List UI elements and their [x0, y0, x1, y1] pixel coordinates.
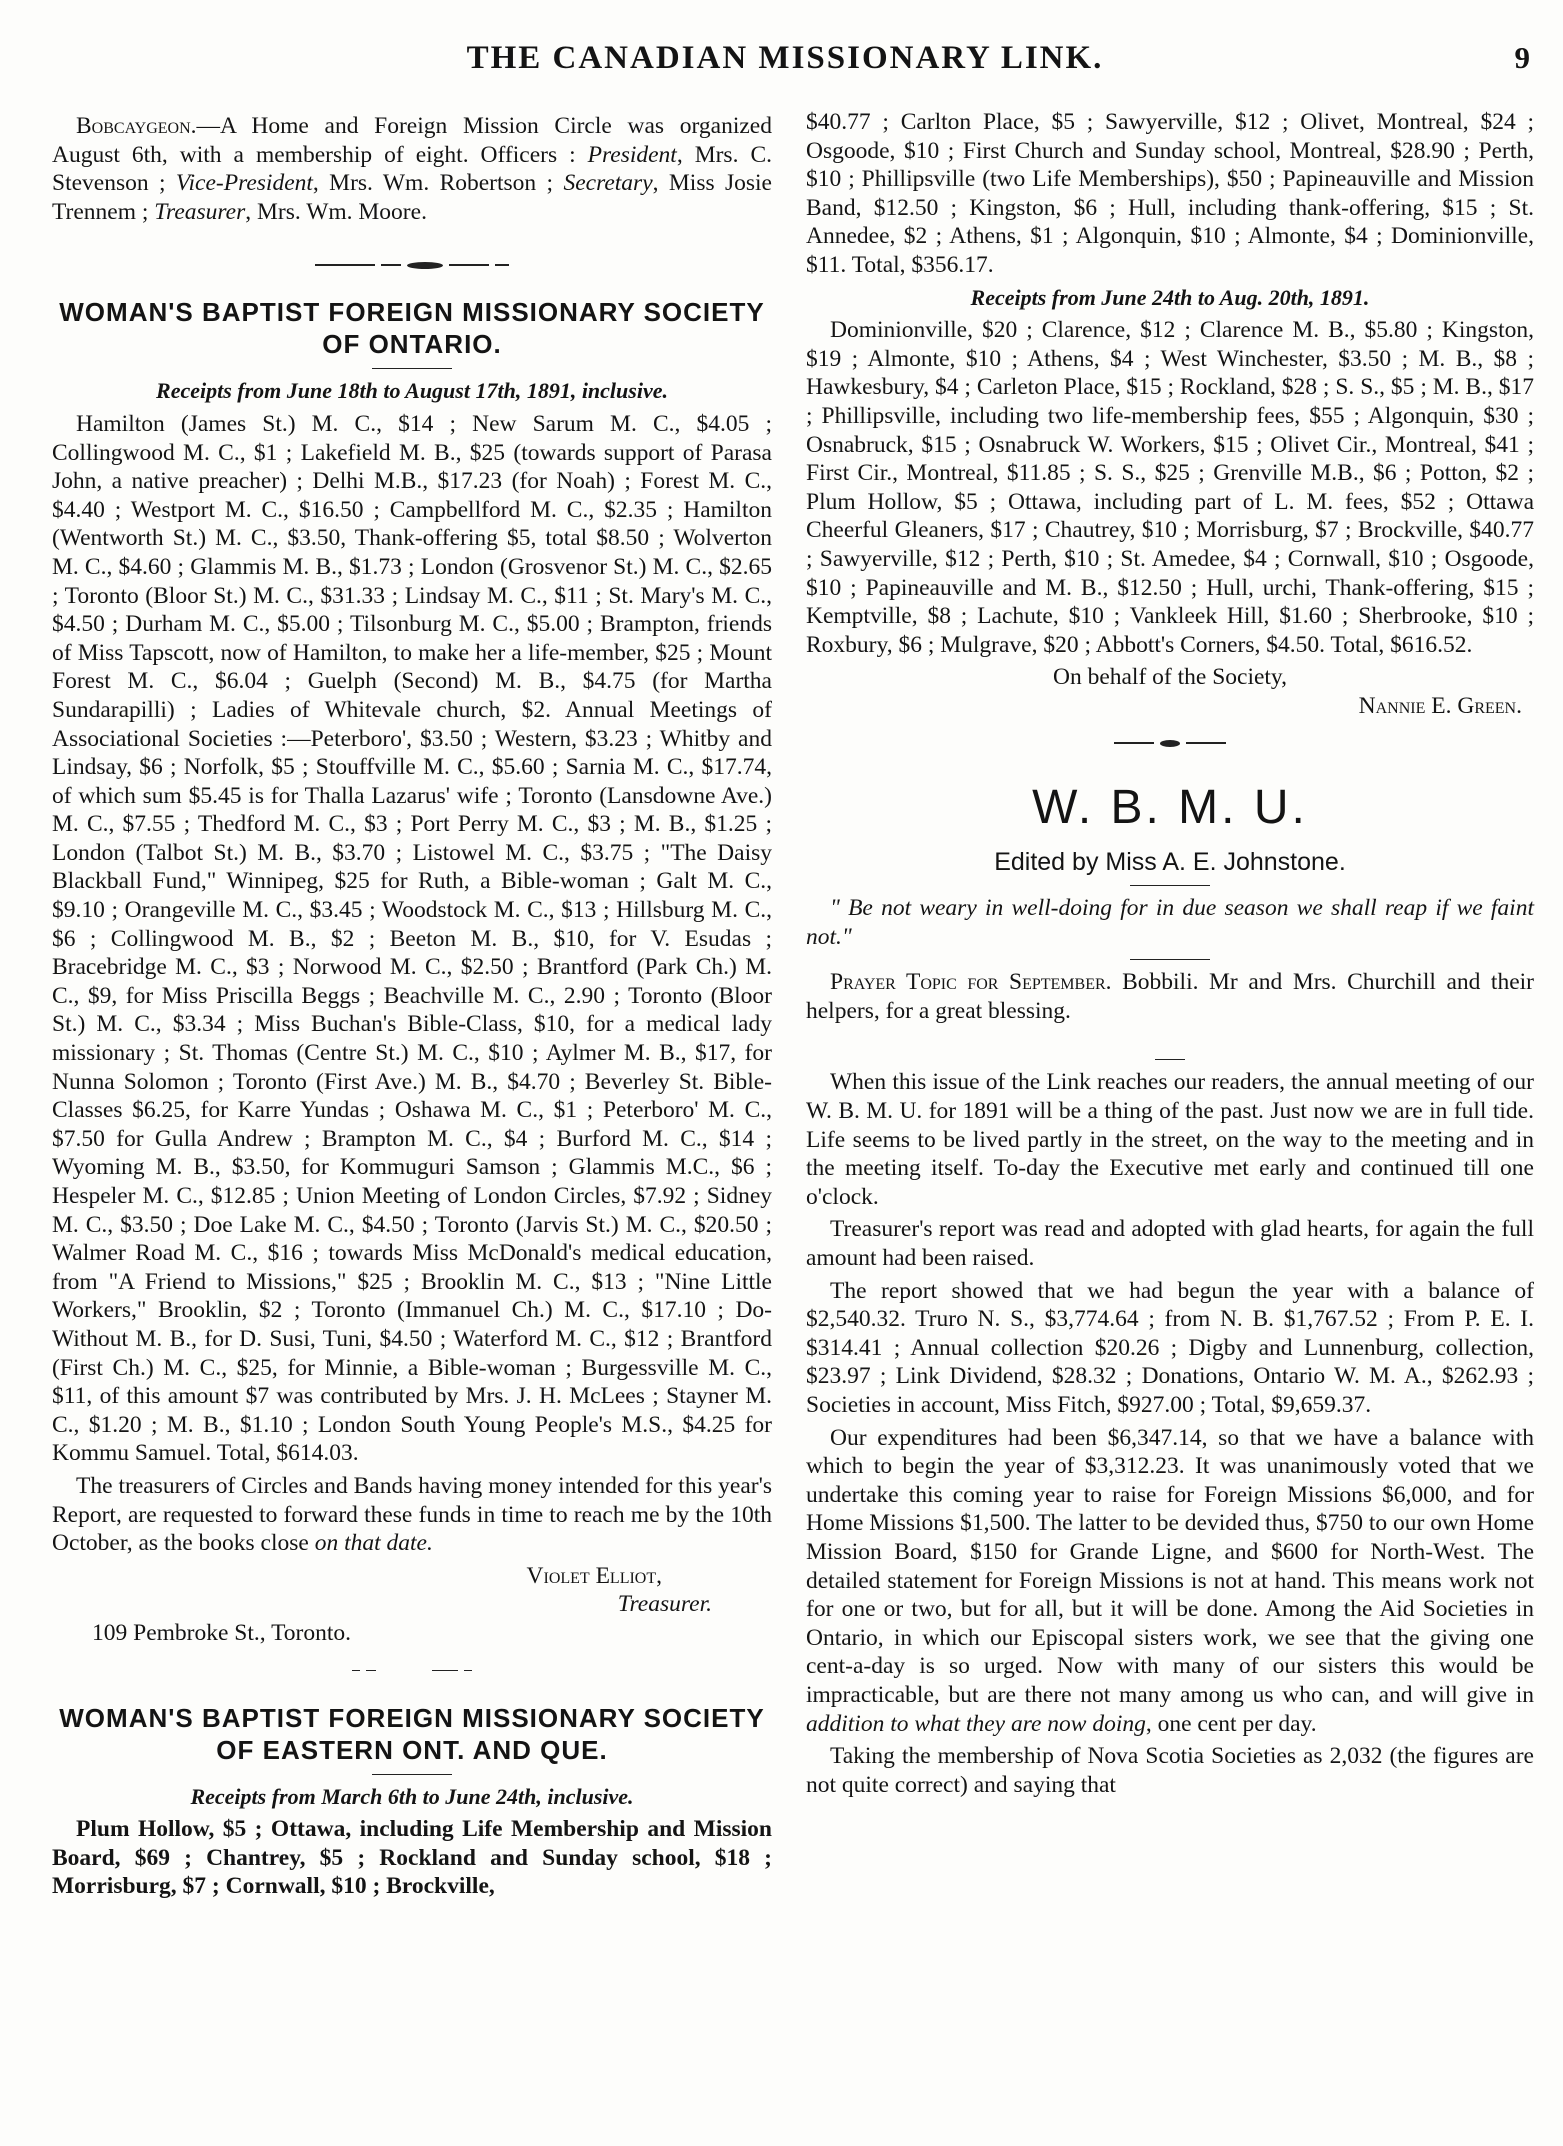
receipts-continued: $40.77 ; Carlton Place, $5 ; Sawyerville, $12 ; Olivet, Montreal, $24 ; Osgoode, $10 ; First Church and Sunday school, Montreal, $28.90 ; Perth, $10 ; Phillipsville (two Life Memberships), $50 ; Papineauville and Mission Band, $12.50 ; Kingston, $6 ; Hull, including thank-offering, $15 ; St. Annedee, $2 ; Athens, $1 ; Algonquin, $10 ; Almonte, $4 ; Dominionville, $11. Total, $356.17.: [806, 109, 1534, 278]
officer-name: , Mrs. Wm. Robertson ;: [312, 170, 564, 197]
section-ornament: [52, 1654, 772, 1688]
wbmu-paragraph: Treasurer's report was read and adopted with glad hearts, for again the full amount had been raised.: [806, 1216, 1534, 1271]
wbmu-paragraph: When this issue of the Link reaches our readers, the annual meeting of our W. B. M. U. for 1891 will be a thing of the past. Just now we are in full tide. Life seems to be lived partly in the street, on the way to the meeting and in the meeting itself. To-day the Executive met early and continued till one o'clock.: [806, 1069, 1534, 1210]
signature: Violet Elliot,: [526, 1562, 662, 1589]
section-heading-eastern: WOMAN'S BAPTIST FOREIGN MISSIONARY SOCIETY OF EASTERN ONT. AND QUE.: [59, 1702, 765, 1765]
note-text-italic: on that date.: [314, 1530, 433, 1557]
wbmu-paragraph: Taking the membership of Nova Scotia Societies as 2,032 (the figures are not quite correct) and saying that: [806, 1743, 1534, 1798]
page-header: [40, 40, 1530, 90]
motto: " Be not weary in well-doing for in due season we shall reap if we faint not.": [806, 895, 1534, 950]
ornament-diamond: [407, 262, 443, 269]
paragraph-text: , one cent per day.: [1145, 1710, 1317, 1737]
wbmu-paragraph: [806, 1424, 1534, 1739]
officer-label: President: [587, 141, 677, 168]
right-column: [806, 108, 1534, 1803]
ornament-diamond: [1160, 740, 1180, 747]
divider: [372, 1774, 452, 1775]
ornament-line: [381, 264, 401, 266]
place-name: Bobcaygeon.: [76, 113, 197, 139]
paragraph-text: Our expenditures had been $6,347.14, so that we have a balance with which to begin the year of $3,312.23. It was unanimously voted that we undertake this coming year to raise for Foreign Missions $6,000, and for Home Missions $1,500. The latter to be devided thus, $750 to our own Home Mission Board, $150 for Grande Ligne, and $600 for North-West. The detailed statement for Foreign Missions is not at hand. This means work not for one or two, but for all, but it will be done. Among the Aid Societies in Ontario, in which our Episcopal sisters work, we see that the giving one cent-a-day is so urged. Now with many of our sisters this would be impracticable, but are there not many among us who can, and will give in: [806, 1424, 1534, 1708]
ornament-line: [366, 1670, 376, 1671]
left-column: [52, 112, 772, 1905]
officer-name: , Mrs. C. Stevenson ;: [52, 141, 772, 197]
spacer: [806, 1029, 1534, 1051]
ornament-line: [315, 264, 375, 266]
paragraph-text-italic: addition to what they are now doing: [806, 1710, 1146, 1737]
receipts-heading: Receipts from June 24th to Aug. 20th, 1891.: [970, 284, 1370, 310]
paragraph-text: —A Home and Foreign Mission Circle was organized August 6th, with a membership of eight. Officers :: [52, 113, 772, 168]
receipts-body: Dominionville, $20 ; Clarence, $12 ; Clarence M. B., $5.80 ; Kingston, $19 ; Almonte, $10 ; Athens, $4 ; West Winchester, $3.50 ; M. B., $8 ; Hawkesbury, $4 ; Carleton Place, $15 ; Rockland, $28 ; S. S., $5 ; M. B., $17 ; Phillipsville, including two life-membership fees, $55 ; Algonquin, $30 ; Osnabruck, $15 ; Osnabruck W. Workers, $15 ; Olivet Cir., Montreal, $41 ; First Cir., Montreal, $11.85 ; S. S., $25 ; Grenville M.B., $6 ; Potton, $2 ; Plum Hollow, $5 ; Ottawa, including part of L. M. fees, $52 ; Ottawa Cheerful Gleaners, $17 ; Chautrey, $10 ; Morrisburg, $7 ; Brockville, $40.77 ; Sawyerville, $12 ; Perth, $10 ; St. Amedee, $4 ; Cornwall, $10 ; Osgoode, $10 ; Papineauville and M. B., $12.50 ; Hull, urchi, Thank-offering, $15 ; Kemptville, $8 ; Lachute, $10 ; Vankleek Hill, $1.60 ; Sherbrooke, $10 ; Roxbury, $6 ; Mulgrave, $20 ; Abbott's Corners, $4.50. Total, $616.52.: [806, 317, 1534, 658]
behalf-line: On behalf of the Society,: [1052, 664, 1288, 691]
note-text: The treasurers of Circles and Bands having money intended for this year's Report, are requested to forward these funds in time to reach me by the 10th October, as the books close: [52, 1472, 772, 1557]
officer-label: Secretary: [563, 170, 653, 197]
section-ornament: [806, 726, 1534, 760]
ornament-line: [432, 1670, 458, 1671]
ornament-line: [352, 1670, 360, 1671]
ornament-line: [464, 1670, 472, 1671]
signature-title: Treasurer.: [617, 1591, 712, 1618]
address: 109 Pembroke St., Toronto.: [92, 1619, 352, 1646]
treasurer-note: [52, 1472, 772, 1558]
officer-label: Vice-President: [175, 170, 313, 197]
ornament-line: [1186, 742, 1226, 744]
section-heading-ontario: WOMAN'S BAPTIST FOREIGN MISSIONARY SOCIETY OF ONTARIO.: [59, 297, 765, 360]
divider: [1155, 1059, 1185, 1060]
section-ornament: [52, 248, 772, 282]
page-number: 9: [1514, 40, 1530, 75]
wbmu-title: W. B. M. U.: [1032, 781, 1308, 835]
officer-name: , Miss Josie Trennem ;: [52, 170, 772, 225]
officer-label: Treasurer: [154, 198, 246, 225]
receipts-heading: Receipts from March 6th to June 24th, inclusive.: [190, 1783, 634, 1809]
receipts-heading: Receipts from June 18th to August 17th, 1891, inclusive.: [156, 378, 668, 404]
divider: [1130, 885, 1210, 886]
officer-name: , Mrs. Wm. Moore.: [245, 198, 427, 225]
receipts-body: Hamilton (James St.) M. C., $14 ; New Sarum M. C., $4.05 ; Collingwood M. C., $1 ; Lakefield M. B., $25 (towards support of Parasa John, a native preacher) ; Delhi M.B., $17.23 (for Noah) ; Forest M. C., $4.40 ; Westport M. C., $16.50 ; Campbellford M. C., $2.35 ; Hamilton (Wentworth St.) M. C., $3.50, Thank-offering $5, total $8.50 ; Wolverton M. C., $4.60 ; Glammis M. B., $1.73 ; London (Grosvenor St.) M. C., $2.65 ; Toronto (Bloor St.) M. C., $31.33 ; Lindsay M. C., $11 ; St. Mary's M. C., $4.50 ; Durham M. C., $5.00 ; Tilsonburg M. C., $5.00 ; Brampton, friends of Miss Tapscott, now of Hamilton, to make her a life-member, $25 ; Mount Forest M. C., $6.04 ; Guelph (Second) M. B., $4.75 (for Martha Sundarapilli) ; Ladies of Whitevale church, $2. Annual Meetings of Associational Societies :—Peterboro', $3.50 ; Western, $3.23 ; Whitby and Lindsay, $6 ; Norfolk, $5 ; Stouffville M. C., $5.60 ; Sarnia M. C., $17.74, of which sum $5.45 is for Thalla Lazarus' wife ; Toronto (Lansdowne Ave.) M. C., $7.55 ; Thedford M. C., $3 ; Port Perry M. C., $3 ; M. B., $1.25 ; London (Talbot St.) M. B., $3.70 ; Listowel M. C., $3.75 ; "The Daisy Blackball Fund," Winnipeg, $25 for Ruth, a Bible-woman ; Galt M. C., $9.10 ; Orangeville M. C., $3.45 ; Woodstock M. C., $13 ; Hillsburg M. C., $6 ; Collingwood M. B., $2 ; Beeton M. B., $10, for V. Esudas ; Bracebridge M. C., $3 ; Norwood M. C., $2.50 ; Brantford (Park Ch.) M. C., $9, for Miss Priscilla Beggs ; Beachville M. C., 2.90 ; Toronto (Bloor St.) M. C., $3.34 ; Miss Buchan's Bible-Class, $10, for a medical lady missionary ; St. Thomas (Centre St.) M. C., $10 ; Aylmer M. B., $17, for Nunna Solomon ; Toronto (First Ave.) M. B., $4.70 ; Beverley St. Bible-Classes $6.25, for Karre Yundas ; Oshawa M. C., $1 ; Peterboro' M. C., $7.50 for Gulla Andrew ; Brampton M. C., $4 ; Burford M. C., $14 ; Wyoming M. B., $3.50, for Kommuguri Samson ; Glammis M.C., $6 ; Hespeler M. C., $12.85 ; Union Meeting of London Circles, $7.92 ; Sidney M. C., $3.50 ; Doe Lake M. C., $4.50 ; Toronto (Jarvis St.) M. C., $20.50 ; Walmer Road M. C., $16 ; towards Miss McDonald's medical education, from "A Friend to Missions," $25 ; Brooklin M. C., $13 ; "Nine Little Workers," Brooklin, $2 ; Toronto (Immanuel Ch.) M. C., $17.10 ; Do-Without M. B., for D. Susi, Tuni, $4.50 ; Waterford M. C., $12 ; Brantford (First Ch.) M. C., $25, for Minnie, a Bible-woman ; Burgessville M. C., $11, of this amount $7 was contributed by Mrs. J. H. McLees ; Stayner M. C., $1.20 ; M. B., $1.10 ; London South Young People's M.S., $4.25 for Kommu Samuel. Total, $614.03.: [52, 410, 772, 1467]
prayer-text: Bobbili. Mr and Mrs. Churchill and their helpers, for a great blessing.: [806, 969, 1534, 1024]
bobcaygeon-paragraph: [52, 112, 772, 226]
prayer-topic: [806, 968, 1534, 1025]
signature: Nannie E. Green.: [1358, 692, 1522, 719]
wbmu-paragraph: The report showed that we had begun the year with a balance of $2,540.32. Truro N. S., $3,774.64 ; from N. B. $1,767.52 ; From P. E. I. $314.41 ; Annual collection $20.26 ; Digby and Lunnenburg, collection, $23.97 ; Link Dividend, $28.32 ; Donations, Ontario W. M. A., $262.93 ; Societies in account, Miss Fitch, $927.00 ; Total, $9,659.37.: [806, 1277, 1534, 1418]
editor-line: Edited by Miss A. E. Johnstone.: [994, 848, 1346, 877]
receipts-body: Plum Hollow, $5 ; Ottawa, including Life Membership and Mission Board, $69 ; Chantrey, $5 ; Rockland and Sunday school, $18 ; Morrisburg, $7 ; Cornwall, $10 ; Brockville,: [52, 1816, 772, 1900]
ornament-line: [495, 264, 509, 266]
divider: [372, 368, 452, 369]
prayer-label: Prayer Topic for September.: [830, 969, 1112, 996]
divider: [1130, 959, 1210, 960]
ornament-line: [1114, 742, 1154, 744]
ornament-line: [449, 264, 489, 266]
publication-title: THE CANADIAN MISSIONARY LINK.: [466, 40, 1104, 76]
